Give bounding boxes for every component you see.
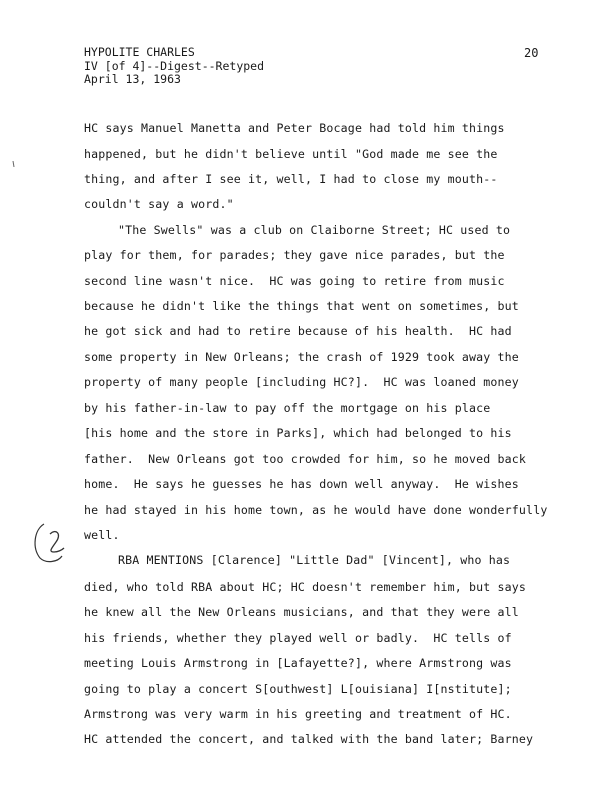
text-line: meeting Louis Armstrong in [Lafayette?], where Armstrong was: [84, 656, 512, 670]
text-line: thing, and after I see it, well, I had to close my mouth--: [84, 172, 498, 186]
text-line: well.: [84, 528, 120, 542]
text-line: some property in New Orleans; the crash of 1929 took away the: [84, 350, 519, 364]
text-line: he knew all the New Orleans musicians, and that they were all: [84, 605, 519, 619]
text-line: father. New Orleans got too crowded for him, so he moved back: [84, 452, 527, 466]
margin-speck: [12, 152, 15, 158]
reel-info: IV [of 4]--Digest--Retyped: [84, 58, 265, 73]
text-line: HC attended the concert, and talked with the band later; Barney: [84, 732, 534, 746]
text-line: going to play a concert S[outhwest] L[ouisiana] I[nstitute];: [84, 682, 512, 696]
text-line: because he didn't like the things that went on sometimes, but: [84, 299, 519, 313]
text-line: HC says Manuel Manetta and Peter Bocage had told him things: [84, 121, 505, 135]
text-line: by his father-in-law to pay off the mortgage on his place: [84, 401, 491, 415]
page-number: 20: [524, 46, 539, 60]
text-line: home. He says he guesses he has down well anyway. He wishes: [84, 477, 519, 491]
text-line: died, who told RBA about HC; HC doesn't remember him, but says: [84, 580, 527, 594]
text-line: couldn't say a word.": [84, 197, 234, 211]
text-line: second line wasn't nice. HC was going to retire from music: [84, 274, 505, 288]
text-line: "The Swells" was a club on Claiborne Street; HC used to: [118, 223, 511, 237]
text-line: RBA MENTIONS [Clarence] "Little Dad" [Vincent], who has: [118, 553, 511, 567]
text-line: happened, but he didn't believe until "God made me see the: [84, 147, 498, 161]
text-line: his friends, whether they played well or badly. HC tells of: [84, 631, 512, 645]
handwritten-margin-note: [28, 520, 74, 564]
text-line: [his home and the store in Parks], which had belonged to his: [84, 426, 512, 440]
text-line: he had stayed in his home town, as he would have done wonderfully: [84, 503, 548, 517]
interview-date: April 13, 1963: [84, 72, 181, 86]
text-line: he got sick and had to retire because of his health. HC had: [84, 324, 512, 338]
interviewee-name: HYPOLITE CHARLES: [84, 45, 195, 59]
document-header: [84, 46, 264, 87]
text-line: Armstrong was very warm in his greeting and treatment of HC.: [84, 707, 512, 721]
text-line: play for them, for parades; they gave nice parades, but the: [84, 248, 505, 262]
text-line: property of many people [including HC?]. HC was loaned money: [84, 375, 519, 389]
